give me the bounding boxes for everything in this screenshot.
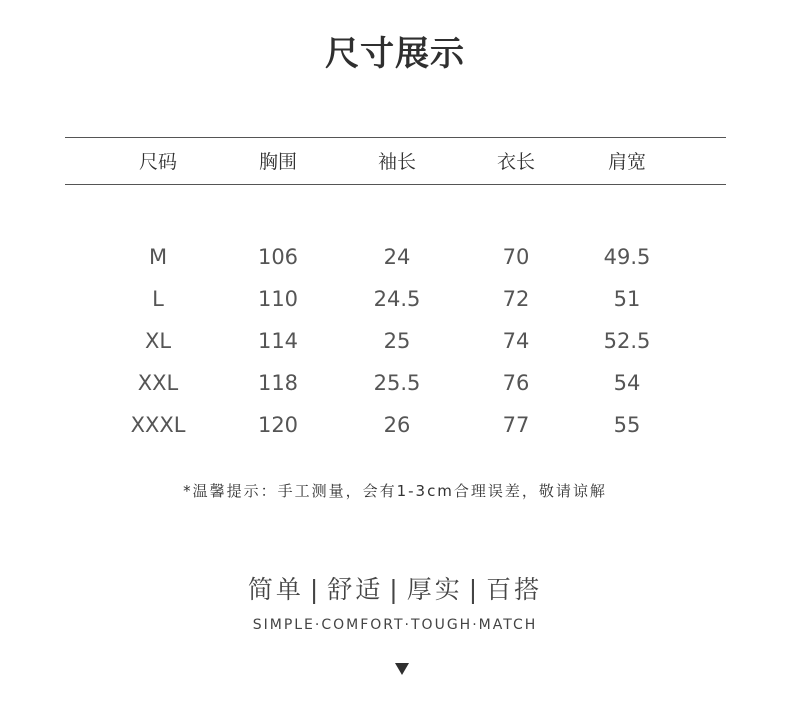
table-cell: 26 bbox=[383, 413, 411, 437]
feature-thick: 厚实 bbox=[406, 575, 463, 604]
table-cell: 114 bbox=[257, 329, 299, 353]
feature-separator: | bbox=[389, 575, 401, 604]
table-cell: 106 bbox=[257, 245, 299, 269]
table-cell: M bbox=[148, 245, 168, 269]
table-cell: 25.5 bbox=[373, 371, 421, 395]
page-title: 尺寸展示 bbox=[325, 34, 465, 74]
table-cell: 77 bbox=[502, 413, 530, 437]
feature-versatile: 百搭 bbox=[486, 575, 543, 604]
table-cell: 118 bbox=[257, 371, 299, 395]
table-cell: L bbox=[152, 287, 164, 311]
table-cell: 24.5 bbox=[373, 287, 421, 311]
feature-keywords bbox=[0, 570, 790, 606]
header-length: 衣长 bbox=[496, 151, 535, 173]
table-cell: 24 bbox=[383, 245, 411, 269]
table-cell: 70 bbox=[502, 245, 530, 269]
table-cell: 55 bbox=[613, 413, 641, 437]
table-cell: XL bbox=[144, 329, 172, 353]
table-top-rule bbox=[65, 137, 726, 138]
english-tagline: SIMPLE·COMFORT·TOUGH·MATCH bbox=[252, 617, 538, 633]
table-cell: 51 bbox=[613, 287, 641, 311]
table-cell: 52.5 bbox=[603, 329, 651, 353]
table-cell: 49.5 bbox=[603, 245, 651, 269]
header-size: 尺码 bbox=[138, 151, 177, 173]
table-cell: 120 bbox=[257, 413, 299, 437]
table-cell: XXXL bbox=[130, 413, 186, 437]
table-cell: 76 bbox=[502, 371, 530, 395]
table-cell: 74 bbox=[502, 329, 530, 353]
header-chest: 胸围 bbox=[258, 151, 297, 173]
feature-separator: | bbox=[309, 575, 322, 604]
header-sleeve: 袖长 bbox=[377, 151, 416, 173]
table-cell: 110 bbox=[257, 287, 299, 311]
table-header-rule bbox=[65, 184, 726, 185]
table-cell: 54 bbox=[613, 371, 641, 395]
table-cell: 72 bbox=[502, 287, 530, 311]
triangle-down-icon bbox=[395, 663, 409, 675]
header-shoulder: 肩宽 bbox=[607, 151, 646, 173]
table-cell: 25 bbox=[383, 329, 411, 353]
feature-simple: 简单 bbox=[247, 575, 304, 604]
measurement-note: *温馨提示：手工测量，会有1-3cm合理误差，敬请谅解 bbox=[183, 482, 607, 500]
feature-separator: | bbox=[468, 575, 481, 604]
table-cell: XXL bbox=[137, 371, 179, 395]
feature-comfort: 舒适 bbox=[327, 575, 384, 604]
